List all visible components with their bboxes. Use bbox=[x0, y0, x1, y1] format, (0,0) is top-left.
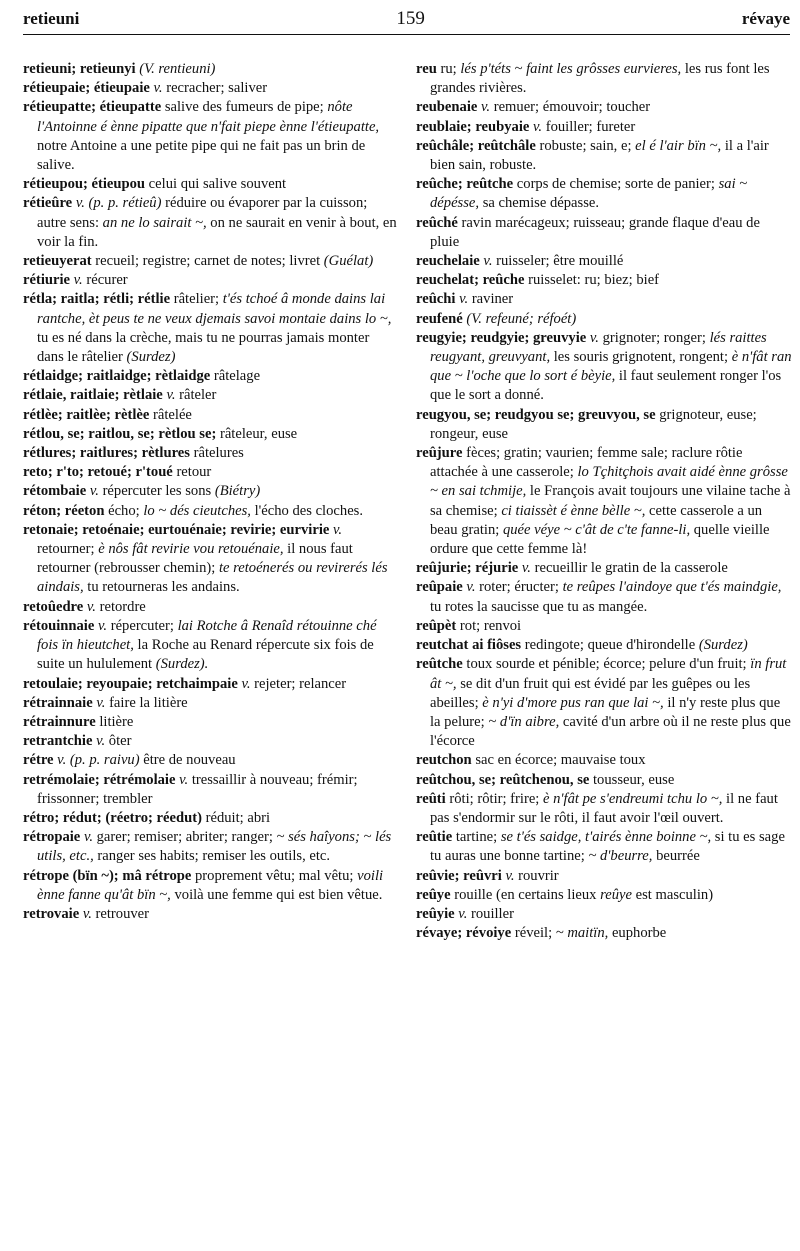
entry-headword: reûjurie; réjurie bbox=[416, 560, 519, 577]
entry-headword: reuchelaie bbox=[416, 253, 480, 270]
dictionary-entry bbox=[23, 425, 399, 444]
dictionary-entry bbox=[416, 175, 792, 213]
dictionary-entry bbox=[23, 367, 399, 386]
entry-definition: râtelier; t'és tchoé â monde dains lai rantche, èt peus te ne veux djemais savoi montaie dains lo ~, tu es né dans la crèche, mais tu ne pourras jamais monter dans le râtelier (Surdez) bbox=[37, 291, 392, 366]
dictionary-entry bbox=[416, 310, 792, 329]
entry-definition: toux sourde et pénible; écorce; pelure d'un fruit; ïn frut ât ~, se dit d'un fruit qui est évidé par les guêpes ou les abeilles; è n'yi d'more pus ran que lai ~, il n'y reste plus que la pelure; ~ d'ïn aibre, cavité d'un arbre où il ne reste plus que l'écorce bbox=[430, 656, 791, 750]
dictionary-entry bbox=[416, 617, 792, 636]
entry-headword: reûtche bbox=[416, 656, 463, 673]
entry-definition: salive des fumeurs de pipe; nôte l'Antoinne é ènne pipatte que n'fait piepe ènne l'étieupatte, notre Antoine a une petite pipe qui ne fait pas un brin de salive. bbox=[37, 99, 380, 174]
dictionary-entry bbox=[416, 290, 792, 309]
entry-headword: reto; r'to; retoué; r'toué bbox=[23, 464, 173, 481]
entry-headword: rétlaidge; raitlaidge; rètlaidge bbox=[23, 368, 211, 385]
entry-headword: retieuyerat bbox=[23, 253, 92, 270]
entry-definition: recueil; registre; carnet de notes; livret (Guélat) bbox=[91, 253, 374, 270]
entry-definition: v. (p. p. raivu) être de nouveau bbox=[57, 752, 236, 769]
entry-definition: proprement vêtu; mal vêtu; voili ènne fanne qu'ât bïn ~, voilà une femme qui est bien vêtue. bbox=[37, 867, 384, 903]
left-column bbox=[23, 60, 399, 1245]
entry-headword: reûtchou, se; reûtchenou, se bbox=[416, 771, 590, 788]
dictionary-entry bbox=[23, 60, 399, 79]
dictionary-entry bbox=[416, 137, 792, 175]
entry-definition: v. remuer; émouvoir; toucher bbox=[481, 99, 651, 116]
entry-headword: reugyie; reudgyie; greuvyie bbox=[416, 329, 587, 346]
entry-headword: reutchon bbox=[416, 752, 472, 769]
dictionary-entry bbox=[416, 329, 792, 406]
entry-headword: rétlaie, raitlaie; rètlaie bbox=[23, 387, 163, 404]
entry-headword: rétieûre bbox=[23, 195, 73, 212]
dictionary-entry bbox=[416, 924, 792, 943]
entry-definition: v. récurer bbox=[73, 272, 128, 289]
entry-definition: rot; renvoi bbox=[456, 617, 522, 634]
dictionary-entry bbox=[416, 905, 792, 924]
dictionary-entry bbox=[23, 828, 399, 866]
dictionary-entry bbox=[416, 214, 792, 252]
entry-definition: v. ôter bbox=[96, 733, 132, 750]
dictionary-entry bbox=[23, 252, 399, 271]
entry-definition: ru; lés p'téts ~ faint les grôsses eurvieres, les rus font les grandes rivières. bbox=[430, 61, 770, 97]
dictionary-entry bbox=[23, 502, 399, 521]
entry-definition: réduit; abri bbox=[201, 809, 271, 826]
right-running-head: révaye bbox=[741, 9, 790, 28]
entry-headword: rétro; rédut; (réetro; réedut) bbox=[23, 809, 202, 826]
entry-headword: reûchi bbox=[416, 291, 456, 308]
entry-definition: v. ruisseler; être mouillé bbox=[483, 253, 624, 270]
dictionary-entry bbox=[416, 444, 792, 559]
entry-headword: retonaie; retoénaie; eurtouénaie; revirie; eurvirie bbox=[23, 521, 330, 538]
dictionary-entry bbox=[23, 771, 399, 809]
left-running-head: retieuni bbox=[23, 9, 80, 28]
entry-headword: révaye; révoiye bbox=[416, 925, 512, 942]
dictionary-entry bbox=[23, 290, 399, 367]
entry-definition: v. (p. p. rétieû) réduire ou évaporer par la cuisson; autre sens: an ne lo sairait ~, on ne saurait en venir à bout, en voir la fin. bbox=[37, 195, 397, 250]
entry-definition: réveil; ~ maitïn, euphorbe bbox=[511, 925, 667, 942]
entry-headword: réton; réeton bbox=[23, 502, 105, 519]
entry-definition: tartine; se t'és saidge, t'airés ènne boinne ~, si tu es sage tu auras une bonne tartine; ~ d'beurre, beurrée bbox=[430, 829, 785, 865]
entry-headword: reûchâle; reûtchâle bbox=[416, 137, 536, 154]
entry-headword: rétombaie bbox=[23, 483, 87, 500]
entry-definition: v. rouiller bbox=[458, 905, 514, 922]
dictionary-entry bbox=[23, 271, 399, 290]
entry-definition: ravin marécageux; ruisseau; grande flaque d'eau de pluie bbox=[430, 214, 760, 250]
dictionary-entry bbox=[23, 809, 399, 828]
entry-definition: râteleur, euse bbox=[216, 425, 298, 442]
entry-headword: rétouinnaie bbox=[23, 617, 95, 634]
entry-definition: v. recracher; saliver bbox=[153, 80, 268, 97]
entry-headword: rétrainnure bbox=[23, 713, 96, 730]
entry-headword: reûche; reûtche bbox=[416, 176, 514, 193]
entry-definition: v. rejeter; relancer bbox=[241, 675, 347, 692]
dictionary-entry bbox=[23, 694, 399, 713]
entry-headword: reublaie; reubyaie bbox=[416, 118, 530, 135]
dictionary-entry bbox=[416, 771, 792, 790]
dictionary-entry bbox=[416, 828, 792, 866]
dictionary-entry bbox=[416, 655, 792, 751]
entry-definition: corps de chemise; sorte de panier; sai ~ dépésse, sa chemise dépasse. bbox=[430, 176, 748, 212]
entry-headword: rétieupou; étieupou bbox=[23, 176, 146, 193]
dictionary-entry bbox=[23, 598, 399, 617]
dictionary-entry bbox=[23, 98, 399, 175]
entry-headword: reûché bbox=[416, 214, 458, 231]
entry-definition: v. rouvrir bbox=[505, 867, 559, 884]
entry-headword: rétre bbox=[23, 752, 54, 769]
entry-definition: robuste; sain, e; el é l'air bïn ~, il a l'air bien sain, robuste. bbox=[430, 137, 769, 174]
entry-definition: rôti; rôtir; frire; è n'fât pe s'endreumi tchu lo ~, il ne faut pas s'endormir sur le rôti, il faut avoir l'œil ouvert. bbox=[430, 790, 778, 826]
entry-definition: rouille (en certains lieux reûye est masculin) bbox=[450, 886, 714, 903]
entry-headword: rétlures; raitlures; rètlures bbox=[23, 445, 190, 462]
dictionary-entry bbox=[23, 175, 399, 194]
entry-headword: reûye bbox=[416, 886, 451, 903]
entry-headword: reûpaie bbox=[416, 579, 463, 596]
dictionary-entry bbox=[416, 118, 792, 137]
entry-headword: rétlèe; raitlèe; rètlèe bbox=[23, 406, 150, 423]
dictionary-entry bbox=[23, 617, 399, 675]
dictionary-entry bbox=[23, 521, 399, 598]
entry-headword: rétlou, se; raitlou, se; rètlou se; bbox=[23, 425, 217, 442]
entry-definition: litière bbox=[95, 713, 134, 730]
dictionary-entry bbox=[23, 905, 399, 924]
dictionary-entry bbox=[23, 751, 399, 770]
entry-definition: sac en écorce; mauvaise toux bbox=[471, 752, 646, 769]
entry-definition: râtelée bbox=[149, 406, 192, 423]
dictionary-entry bbox=[23, 444, 399, 463]
entry-definition: v. retourner; è nôs fât revirie vou retouénaie, il nous faut retourner (rebrousser chemin); te retoénerés ou revirerés lés aindais, tu retourneras les andains. bbox=[37, 521, 388, 596]
entry-headword: retrantchie bbox=[23, 733, 93, 750]
dictionary-entry bbox=[23, 732, 399, 751]
dictionary-entry bbox=[23, 675, 399, 694]
entry-headword: rétla; raitla; rétli; rétlie bbox=[23, 291, 171, 308]
entry-definition: v. retrouver bbox=[82, 905, 150, 922]
entry-headword: reufené bbox=[416, 310, 463, 327]
entry-headword: rétropaie bbox=[23, 829, 81, 846]
dictionary-entry bbox=[416, 636, 792, 655]
entry-headword: rétrope (bïn ~); mâ rétrope bbox=[23, 867, 192, 884]
entry-headword: rétieupatte; étieupatte bbox=[23, 99, 162, 116]
dictionary-entry bbox=[416, 271, 792, 290]
dictionary-entry bbox=[416, 886, 792, 905]
dictionary-entry bbox=[23, 867, 399, 905]
entry-definition: v. fouiller; fureter bbox=[533, 118, 636, 135]
entry-headword: reuchelat; reûche bbox=[416, 272, 525, 289]
entry-headword: retieuni; retieunyi bbox=[23, 61, 136, 77]
entry-headword: reûyie bbox=[416, 905, 455, 922]
right-column bbox=[416, 60, 792, 1245]
entry-headword: reugyou, se; reudgyou se; greuvyou, se bbox=[416, 406, 656, 423]
entry-headword: reûtie bbox=[416, 829, 453, 846]
entry-headword: reûvie; reûvri bbox=[416, 867, 502, 884]
page-number: 159 bbox=[396, 8, 425, 29]
entry-definition: grignoteur, euse; rongeur, euse bbox=[430, 406, 757, 442]
entry-headword: rétieupaie; étieupaie bbox=[23, 80, 150, 97]
dictionary-entry bbox=[416, 252, 792, 271]
entry-definition: (V. refeuné; réfoét) bbox=[466, 310, 577, 327]
dictionary-entry bbox=[416, 559, 792, 578]
dictionary-entry bbox=[23, 713, 399, 732]
dictionary-entry bbox=[416, 790, 792, 828]
entry-definition: v. retordre bbox=[86, 598, 146, 615]
page-header bbox=[23, 8, 790, 35]
entry-definition: écho; lo ~ dés cieutches, l'écho des cloches. bbox=[104, 502, 363, 519]
entry-definition: retour bbox=[172, 464, 212, 481]
entry-headword: reu bbox=[416, 61, 437, 77]
entry-definition: v. faire la litière bbox=[96, 694, 188, 711]
entry-definition: celui qui salive souvent bbox=[145, 176, 287, 193]
entry-headword: rétiurie bbox=[23, 272, 70, 289]
entry-definition: v. répercuter les sons (Biétry) bbox=[89, 483, 261, 500]
entry-headword: reubenaie bbox=[416, 99, 478, 116]
entry-definition: v. roter; éructer; te reûpes l'aindoye que t'és maindgie, tu rotes la saucisse que tu as mangée. bbox=[430, 579, 782, 615]
dictionary-entry bbox=[23, 194, 399, 252]
entry-definition: v. grignoter; ronger; lés raittes reugyant, greuvyant, les souris grignotent, rongent; è n'fât ran que ~ l'oche que lo sort é bèyie, il faut seulement ronger l'os que le sort a donné. bbox=[430, 329, 792, 404]
dictionary-entry bbox=[416, 60, 792, 98]
entry-definition: ruisselet: ru; biez; bief bbox=[524, 272, 660, 289]
entry-definition: râtelures bbox=[189, 445, 244, 462]
dictionary-entry bbox=[23, 482, 399, 501]
dictionary-entry bbox=[23, 406, 399, 425]
dictionary-entry bbox=[23, 386, 399, 405]
entry-headword: retoûedre bbox=[23, 598, 84, 615]
entry-headword: reutchat ai fiôses bbox=[416, 637, 522, 654]
entry-definition: (V. rentieuni) bbox=[139, 61, 216, 77]
dictionary-entry bbox=[23, 79, 399, 98]
entry-definition: v. tressaillir à nouveau; frémir; frissonner; trembler bbox=[37, 771, 358, 807]
entry-headword: retrémolaie; rétrémolaie bbox=[23, 771, 176, 788]
dictionary-entry bbox=[23, 463, 399, 482]
entry-definition: redingote; queue d'hirondelle (Surdez) bbox=[521, 637, 748, 654]
entry-headword: reûti bbox=[416, 790, 446, 807]
dictionary-entry bbox=[416, 751, 792, 770]
entry-definition: fèces; gratin; vaurien; femme sale; raclure rôtie attachée à une casserole; lo Tçhitçhois avait aidé ènne grôsse ~ en sai tchmije, le François avait toujours une vilaine tache à sa chemise; ci tiaissèt é ènne bèlle ~, cette casserole a un beau gratin; quée véye ~ c'ât de c'te fanne-li, quelle vieille ordure que cette femme là! bbox=[430, 445, 791, 558]
entry-definition: v. râteler bbox=[166, 387, 217, 404]
entry-definition: râtelage bbox=[210, 368, 261, 385]
entry-headword: reûpèt bbox=[416, 617, 457, 634]
dictionary-entry bbox=[416, 578, 792, 616]
dictionary-entry bbox=[416, 98, 792, 117]
dictionary-entry bbox=[416, 867, 792, 886]
entry-definition: v. recueillir le gratin de la casserole bbox=[521, 560, 728, 577]
entry-headword: rétrainnaie bbox=[23, 694, 93, 711]
entry-headword: retoulaie; reyoupaie; retchaimpaie bbox=[23, 675, 238, 692]
entry-definition: v. répercuter; lai Rotche â Renaîd rétouinne ché fois ïn hieutchet, la Roche au Renard répercute six fois de suite un hululement (Surdez). bbox=[37, 617, 377, 673]
entry-definition: tousseur, euse bbox=[589, 771, 675, 788]
entry-definition: v. raviner bbox=[459, 291, 514, 308]
entry-headword: retrovaie bbox=[23, 905, 80, 922]
dictionary-entry bbox=[416, 406, 792, 444]
entry-headword: reûjure bbox=[416, 445, 463, 462]
entry-definition: v. garer; remiser; abriter; ranger; ~ sés haîyons; ~ lés utils, etc., ranger ses habits; remiser les outils, etc. bbox=[37, 829, 392, 865]
columns bbox=[23, 60, 792, 1245]
